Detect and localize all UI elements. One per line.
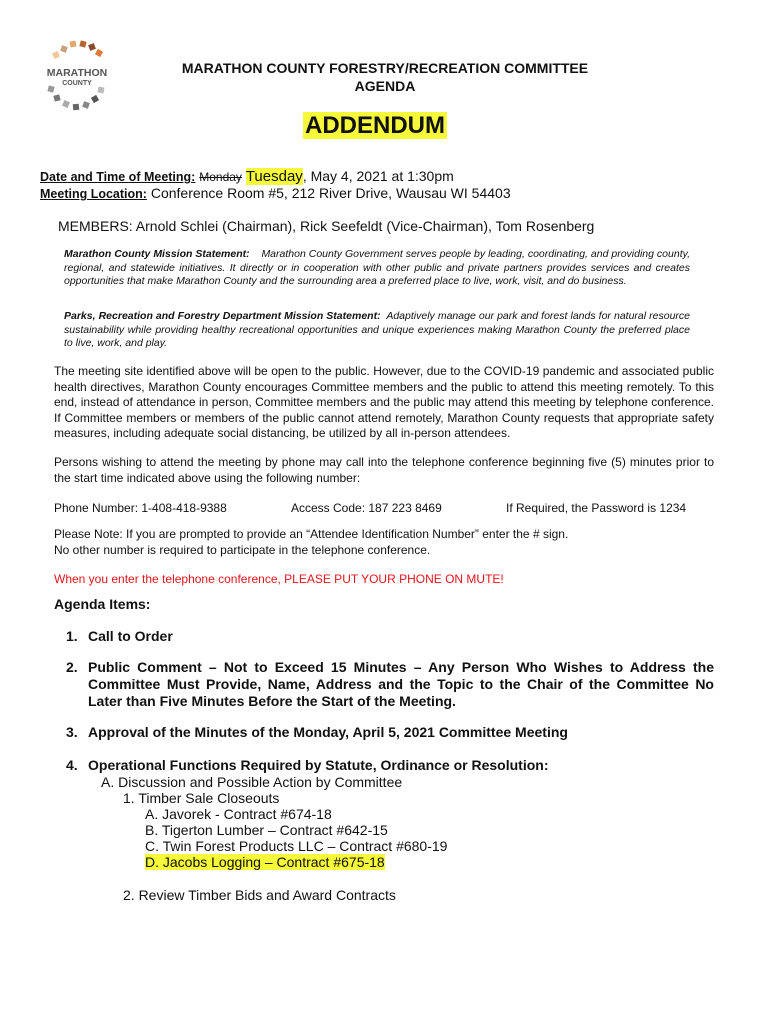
location-label: Meeting Location: (40, 187, 147, 201)
county-mission-label: Marathon County Mission Statement: (64, 248, 250, 260)
attendee-note: Please Note: If you are prompted to provide an “Attendee Identification Number” enter the # sign. (54, 527, 569, 541)
participation-note: No other number is required to participate in the telephone conference. (54, 543, 431, 557)
agenda-item-number: 3. (66, 724, 78, 740)
agenda-heading: Agenda Items: (54, 596, 151, 612)
access-code: Access Code: 187 223 8469 (291, 501, 442, 515)
logo-text-marathon: MARATHON (46, 67, 108, 79)
agenda-item-text: Call to Order (88, 628, 173, 644)
agenda-item-text: Public Comment – Not to Exceed 15 Minutes – Any Person Who Wishes to Address the Committee Must Provide, Name, Address and the Topic to the Chair of the Committee No Later than Five Minutes Before the Start of the Meeting. (88, 659, 714, 709)
members-line: MEMBERS: Arnold Schlei (Chairman), Rick Seefeldt (Vice-Chairman), Tom Rosenberg (58, 218, 595, 234)
meeting-date-line (40, 168, 454, 186)
agenda-item-number: 2. (66, 659, 78, 675)
document-header (120, 59, 650, 95)
committee-title: MARATHON COUNTY FORESTRY/RECREATION COMMITTEE (181, 60, 589, 76)
marathon-county-logo (36, 38, 118, 114)
county-mission-statement (64, 248, 690, 289)
agenda-item-4 (66, 757, 714, 774)
agenda-item-number: 1. (66, 628, 78, 644)
logo-ring-icon (36, 38, 118, 114)
parks-mission-statement (64, 310, 690, 351)
addendum-banner (0, 112, 750, 140)
sub-item-a1: 1. Timber Sale Closeouts (123, 790, 280, 806)
password: If Required, the Password is 1234 (506, 501, 687, 515)
agenda-item-2 (66, 659, 714, 710)
meeting-location-line (40, 185, 511, 203)
agenda-item-1 (66, 628, 714, 645)
sub-item-a: A. Discussion and Possible Action by Committee (101, 774, 403, 790)
location-value: Conference Room #5, 212 River Drive, Wausau WI 54403 (150, 185, 511, 201)
agenda-item-3 (66, 724, 714, 741)
date-label: Date and Time of Meeting: (40, 170, 196, 184)
sub-item-a2: 2. Review Timber Bids and Award Contracts (123, 887, 396, 903)
agenda-subtitle: AGENDA (354, 78, 416, 94)
phone-intro: Persons wishing to attend the meeting by phone may call into the telephone conference beginning five (5) minutes prior to the start time indicated above using the following number: (54, 455, 714, 485)
date-new-day: Tuesday (245, 168, 303, 185)
mute-warning: When you enter the telephone conference, PLEASE PUT YOUR PHONE ON MUTE! (54, 572, 504, 586)
covid-notice: The meeting site identified above will be open to the public. However, due to the COVID-19 pandemic and associated public health directives, Marathon County encourages Committee members and the public to attend this meeting remotely. To this end, instead of attendance in person, Committee members and the public may attend this meeting by telephone conference. If Committee members or members of the public cannot attend remotely, Marathon County requests that appropriate safety measures, including adequate social distancing, be utilized by all in-person attendees. (54, 364, 714, 440)
contract-item: C. Twin Forest Products LLC – Contract #680-19 (145, 838, 448, 854)
phone-number: Phone Number: 1-408-418-9388 (54, 501, 227, 515)
addendum-title: ADDENDUM (305, 112, 445, 139)
county-mission-text: Marathon County Government serves people by leading, coordinating, and providing county, regional, and statewide initiatives. It directly or in cooperation with other public and private partners provides services and creates opportunities that make Marathon County and the surrounding area a preferred place to live, work, visit, and do business. (64, 248, 691, 287)
date-rest: , May 4, 2021 at 1:30pm (302, 168, 454, 184)
parks-mission-label: Parks, Recreation and Forestry Department Mission Statement: (64, 310, 381, 322)
agenda-item-number: 4. (66, 757, 78, 773)
contract-item: A. Javorek - Contract #674-18 (145, 806, 332, 822)
contract-item: B. Tigerton Lumber – Contract #642-15 (145, 822, 388, 838)
contract-item-highlighted: D. Jacobs Logging – Contract #675-18 (145, 854, 385, 870)
logo-text-county: COUNTY (62, 80, 92, 87)
agenda-item-text: Operational Functions Required by Statute, Ordinance or Resolution: (88, 757, 549, 773)
agenda-item-text: Approval of the Minutes of the Monday, April 5, 2021 Committee Meeting (88, 724, 568, 740)
date-struck-day: Monday (199, 170, 242, 184)
parks-mission-text: Adaptively manage our park and forest lands for natural resource sustainability while providing healthy recreational opportunities and unique experiences making Marathon County the preferred place to live, work, and play. (64, 310, 691, 349)
